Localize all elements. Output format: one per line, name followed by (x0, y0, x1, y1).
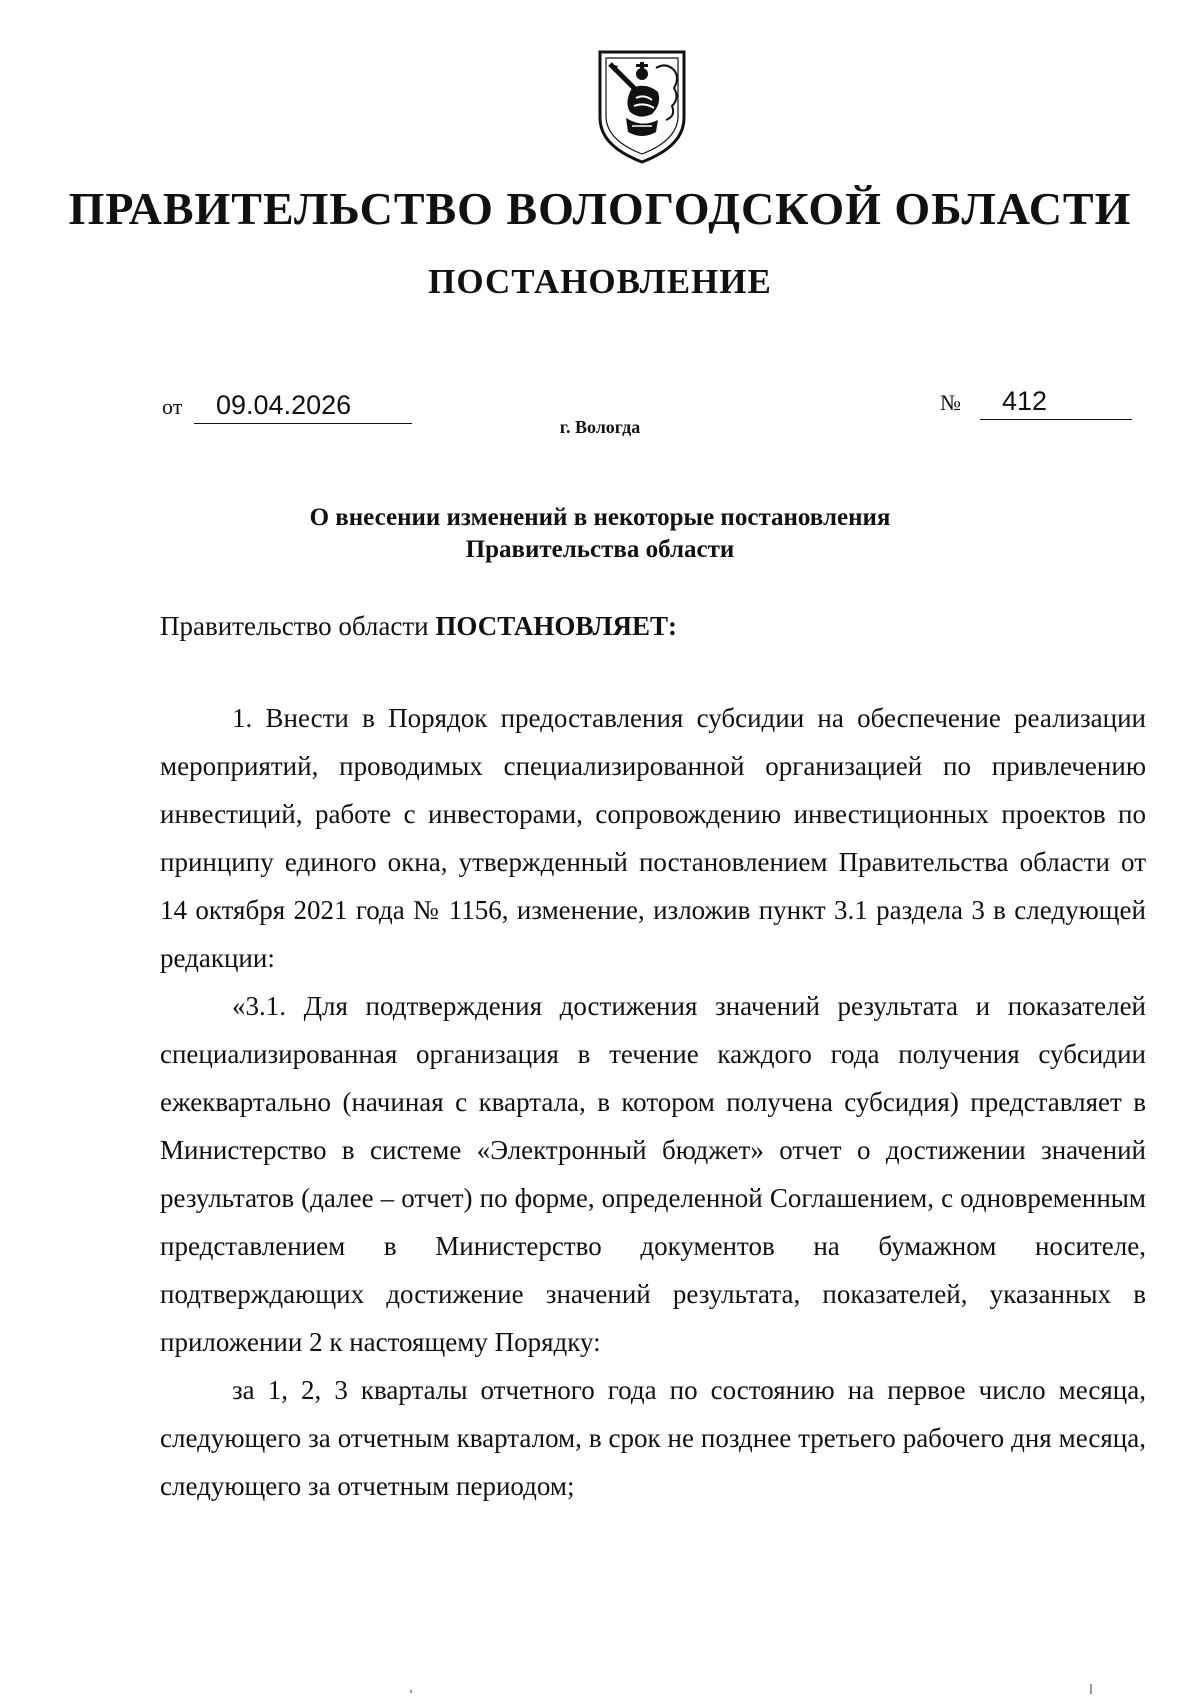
coat-of-arms-icon (596, 48, 688, 166)
paragraph: «3.1. Для подтверждения достижения значений результата и показателей специализированная организация в течение каждого года получения субсидии ежеквартально (начиная с квартала, в котором получена субсидия) представляет в Министерство в системе «Электронный бюджет» отчет о достижении значений результатов (далее – отчет) по форме, определенной Соглашением, с одновременным представлением в Министерство документов на бумажном носителе, подтверждающих достижение значений результата, показателей, указанных в приложении 2 к настоящему Порядку: (160, 991, 1146, 1357)
number-sign: № (940, 390, 961, 415)
preamble-text: Правительство области (160, 611, 429, 641)
paragraph: 1. Внести в Порядок предоставления субсидии на обеспечение реализации мероприятий, проводимых специализированной организацией по привлечению инвестиций, работе с инвесторами, сопровождению инвестиционных проектов по принципу единого окна, утвержденный постановлением Правительства области от 14 октября 2021 года № 1156, изменение, изложив пункт 3.1 раздела 3 в следующей редакции: (160, 703, 1146, 973)
subject-line-2: Правительства области (465, 536, 735, 563)
document-body (160, 694, 1146, 1510)
scan-speck (1090, 1684, 1092, 1694)
number-block (940, 380, 1140, 420)
subject-line-1: О внесении изменений в некоторые постановления (309, 504, 891, 531)
city: г. Вологда (559, 417, 641, 437)
date-prefix: от (162, 394, 183, 419)
paragraph: за 1, 2, 3 кварталы отчетного года по состоянию на первое число месяца, следующего за отчетным кварталом, в срок не позднее третьего рабочего дня месяца, следующего за отчетным периодом; (160, 1375, 1146, 1501)
preamble-resolves: ПОСТАНОВЛЯЕТ: (435, 611, 677, 641)
scan-speck (410, 1690, 412, 1693)
date-value: 09.04.2026 (216, 390, 352, 420)
document-subject (200, 502, 1000, 566)
number-field (980, 385, 1132, 420)
number-value: 412 (1002, 386, 1048, 416)
preamble (160, 608, 677, 644)
organization-title: ПРАВИТЕЛЬСТВО ВОЛОГОДСКОЙ ОБЛАСТИ (68, 183, 1132, 234)
document-type: ПОСТАНОВЛЕНИЕ (428, 262, 772, 301)
